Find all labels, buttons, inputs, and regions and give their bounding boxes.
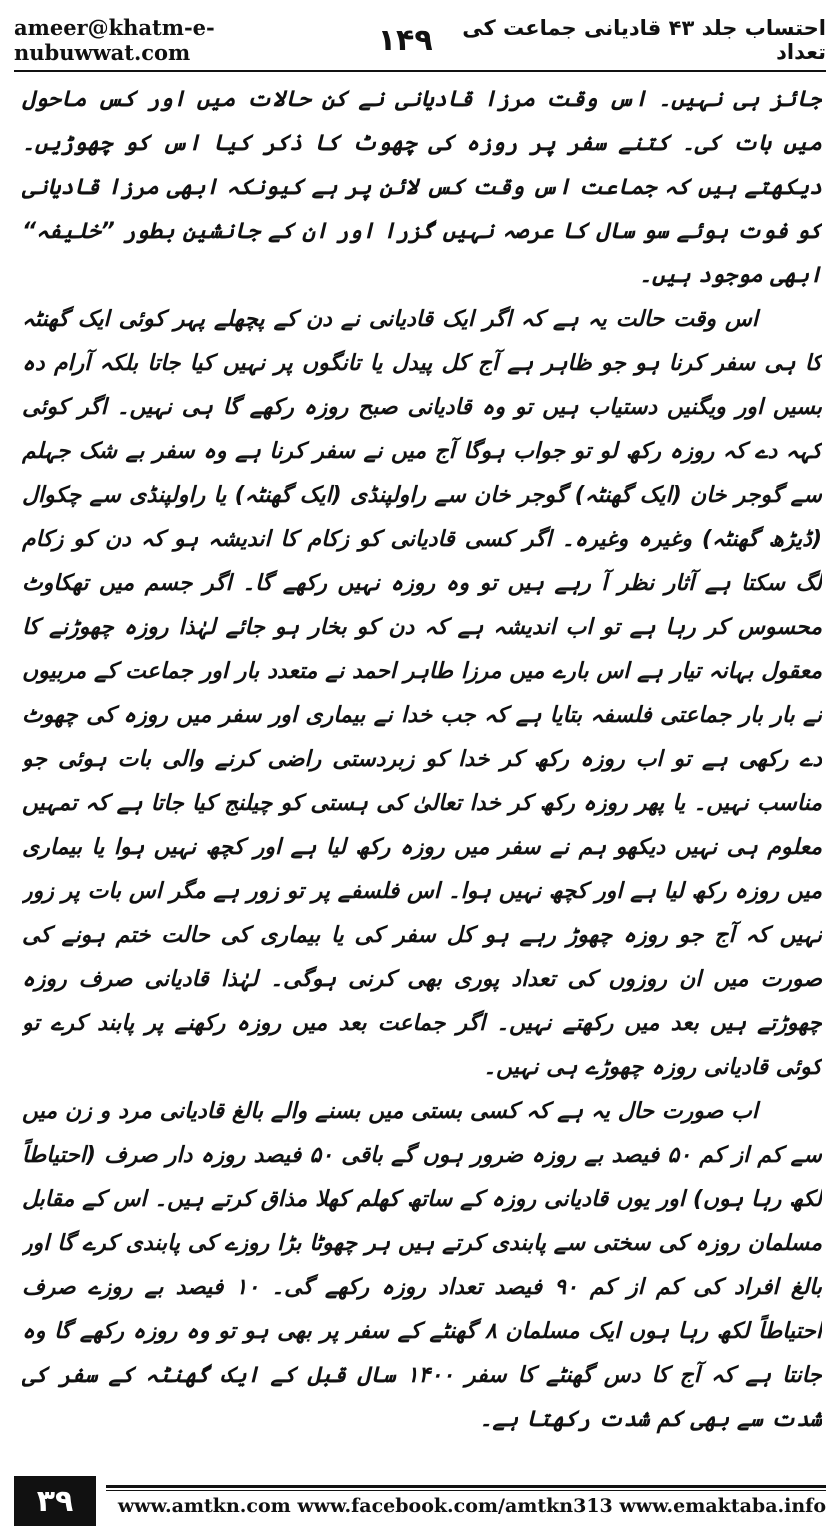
paragraph-1: جائز ہی نہیں۔ اس وقت مرزا قادیانی نے کن حالات میں اور کس ماحول میں بات کی۔ کتنے سفر پر روزہ کی چھوٹ کا ذکر کیا اس کو چھوڑیں۔ دیکھتے ہیں کہ جماعت اس وقت کس لائن پر ہے کیونکہ ابھی مرزا قادیانی کو فوت ہوئے سو سال کا عرصہ نہیں گزرا اور ان کے جانشین بطور ”خلیفہ“ ابھی موجود ہیں۔ <box>22 87 822 288</box>
footer-websites: www.amtkn.com www.facebook.com/amtkn313 www.emaktaba.info <box>117 1495 826 1517</box>
paragraph-3: اب صورت حال یہ ہے کہ کسی بستی میں بسنے والے بالغ قادیانی مرد و زن میں سے کم از کم ۵۰ فیصد بے روزہ ضرور ہوں گے باقی ۵۰ فیصد روزہ دار صرف (احتیاطاً لکھ رہا ہوں) اور یوں قادیانی روزہ کے ساتھ کھلم کھلا مذاق کرتے ہیں۔ اس کے مقابل مسلمان روزہ کی سختی سے پابندی کرتے ہیں ہر چھوٹا بڑا روزے کی پابندی کرے گا اور بالغ افراد کی کم از کم ۹۰ فیصد تعداد روزہ رکھے گی۔ ۱۰ فیصد بے روزے صرف احتیاطاً لکھ رہا ہوں ایک مسلمان ۸ گھنٹے کے سفر پر بھی ہو تو وہ روزہ رکھے گا وہ جانتا ہے کہ آج کا دس گھنٹے کا سفر ۱۴۰۰ سال قبل کے ایک گھنٹہ کے سفر کی شدت سے بھی کم شدت رکھتا ہے۔ <box>22 1099 822 1432</box>
folio-number: ۳۹ <box>14 1476 96 1526</box>
header-left <box>14 15 433 65</box>
page-header <box>14 14 826 66</box>
page-number: ۱۴۹ <box>377 22 433 58</box>
header-rule <box>14 70 826 72</box>
paragraph-2: اس وقت حالت یہ ہے کہ اگر ایک قادیانی نے دن کے پچھلے پہر کوئی ایک گھنٹہ کا ہی سفر کرنا ہو جو ظاہر ہے آج کل پیدل یا تانگوں پر نہیں کیا جاتا بلکہ آرام دہ بسیں اور ویگنیں دستیاب ہیں تو وہ قادیانی صبح روزہ رکھے گا ہی نہیں۔ اگر کوئی کہہ دے کہ روزہ رکھ لو تو جواب ہوگا آج میں نے سفر کرنا ہے وہ سفر بے شک جہلم سے گوجر خان (ایک گھنٹہ) گوجر خان سے راولپنڈی (ایک گھنٹہ) یا راولپنڈی سے چکوال (ڈیڑھ گھنٹہ) وغیرہ وغیرہ۔ اگر کسی قادیانی کو زکام کا اندیشہ ہو کہ دن کو زکام لگ سکتا ہے آثار نظر آ رہے ہیں تو وہ روزہ نہیں رکھے گا۔ اگر جسم میں تھکاوٹ محسوس کر رہا ہے تو اب اندیشہ ہے کہ دن کو بخار ہو جائے لہٰذا روزہ چھوڑنے کا معقول بہانہ تیار ہے اس بارے میں مرزا طاہر احمد نے متعدد بار اور جماعت کے مربیوں نے بار بار جماعتی فلسفہ بتایا ہے کہ جب خدا نے بیماری اور سفر میں روزہ کی چھوٹ دے رکھی ہے تو اب روزہ رکھ کر خدا کو زبردستی راضی کرنے والی بات ہوئی جو مناسب نہیں۔ یا پھر روزہ رکھ کر خدا تعالیٰ کی ہستی کو چیلنج کیا جاتا ہے کہ تمہیں معلوم ہی نہیں دیکھو ہم نے سفر میں روزہ رکھ لیا ہے اور کچھ نہیں ہوا یا بیماری میں روزہ رکھ لیا ہے اور کچھ نہیں ہوا۔ اس فلسفے پر تو زور ہے مگر اس بات پر زور نہیں کہ آج جو روزہ چھوڑ رہے ہو کل سفر کی یا بیماری کی حالت ختم ہونے کی صورت میں ان روزوں کی تعداد پوری بھی کرنی ہوگی۔ لہٰذا قادیانی صرف روزہ چھوڑتے ہیں بعد میں رکھتے نہیں۔ اگر جماعت بعد میں روزہ رکھنے پر پابند کرے تو کوئی قادیانی روزہ چھوڑے ہی نہیں۔ <box>22 307 822 1080</box>
running-title: احتساب جلد ۴۳ قادیانی جماعت کی تعداد <box>462 16 826 64</box>
footer-bar <box>96 1485 826 1517</box>
footer-rule-thin <box>106 1490 826 1491</box>
page-footer <box>14 1474 826 1528</box>
footer-rule-thick <box>106 1485 826 1488</box>
body-text <box>22 78 822 1462</box>
header-email: ameer@khatm-e-nubuwwat.com <box>14 15 215 65</box>
